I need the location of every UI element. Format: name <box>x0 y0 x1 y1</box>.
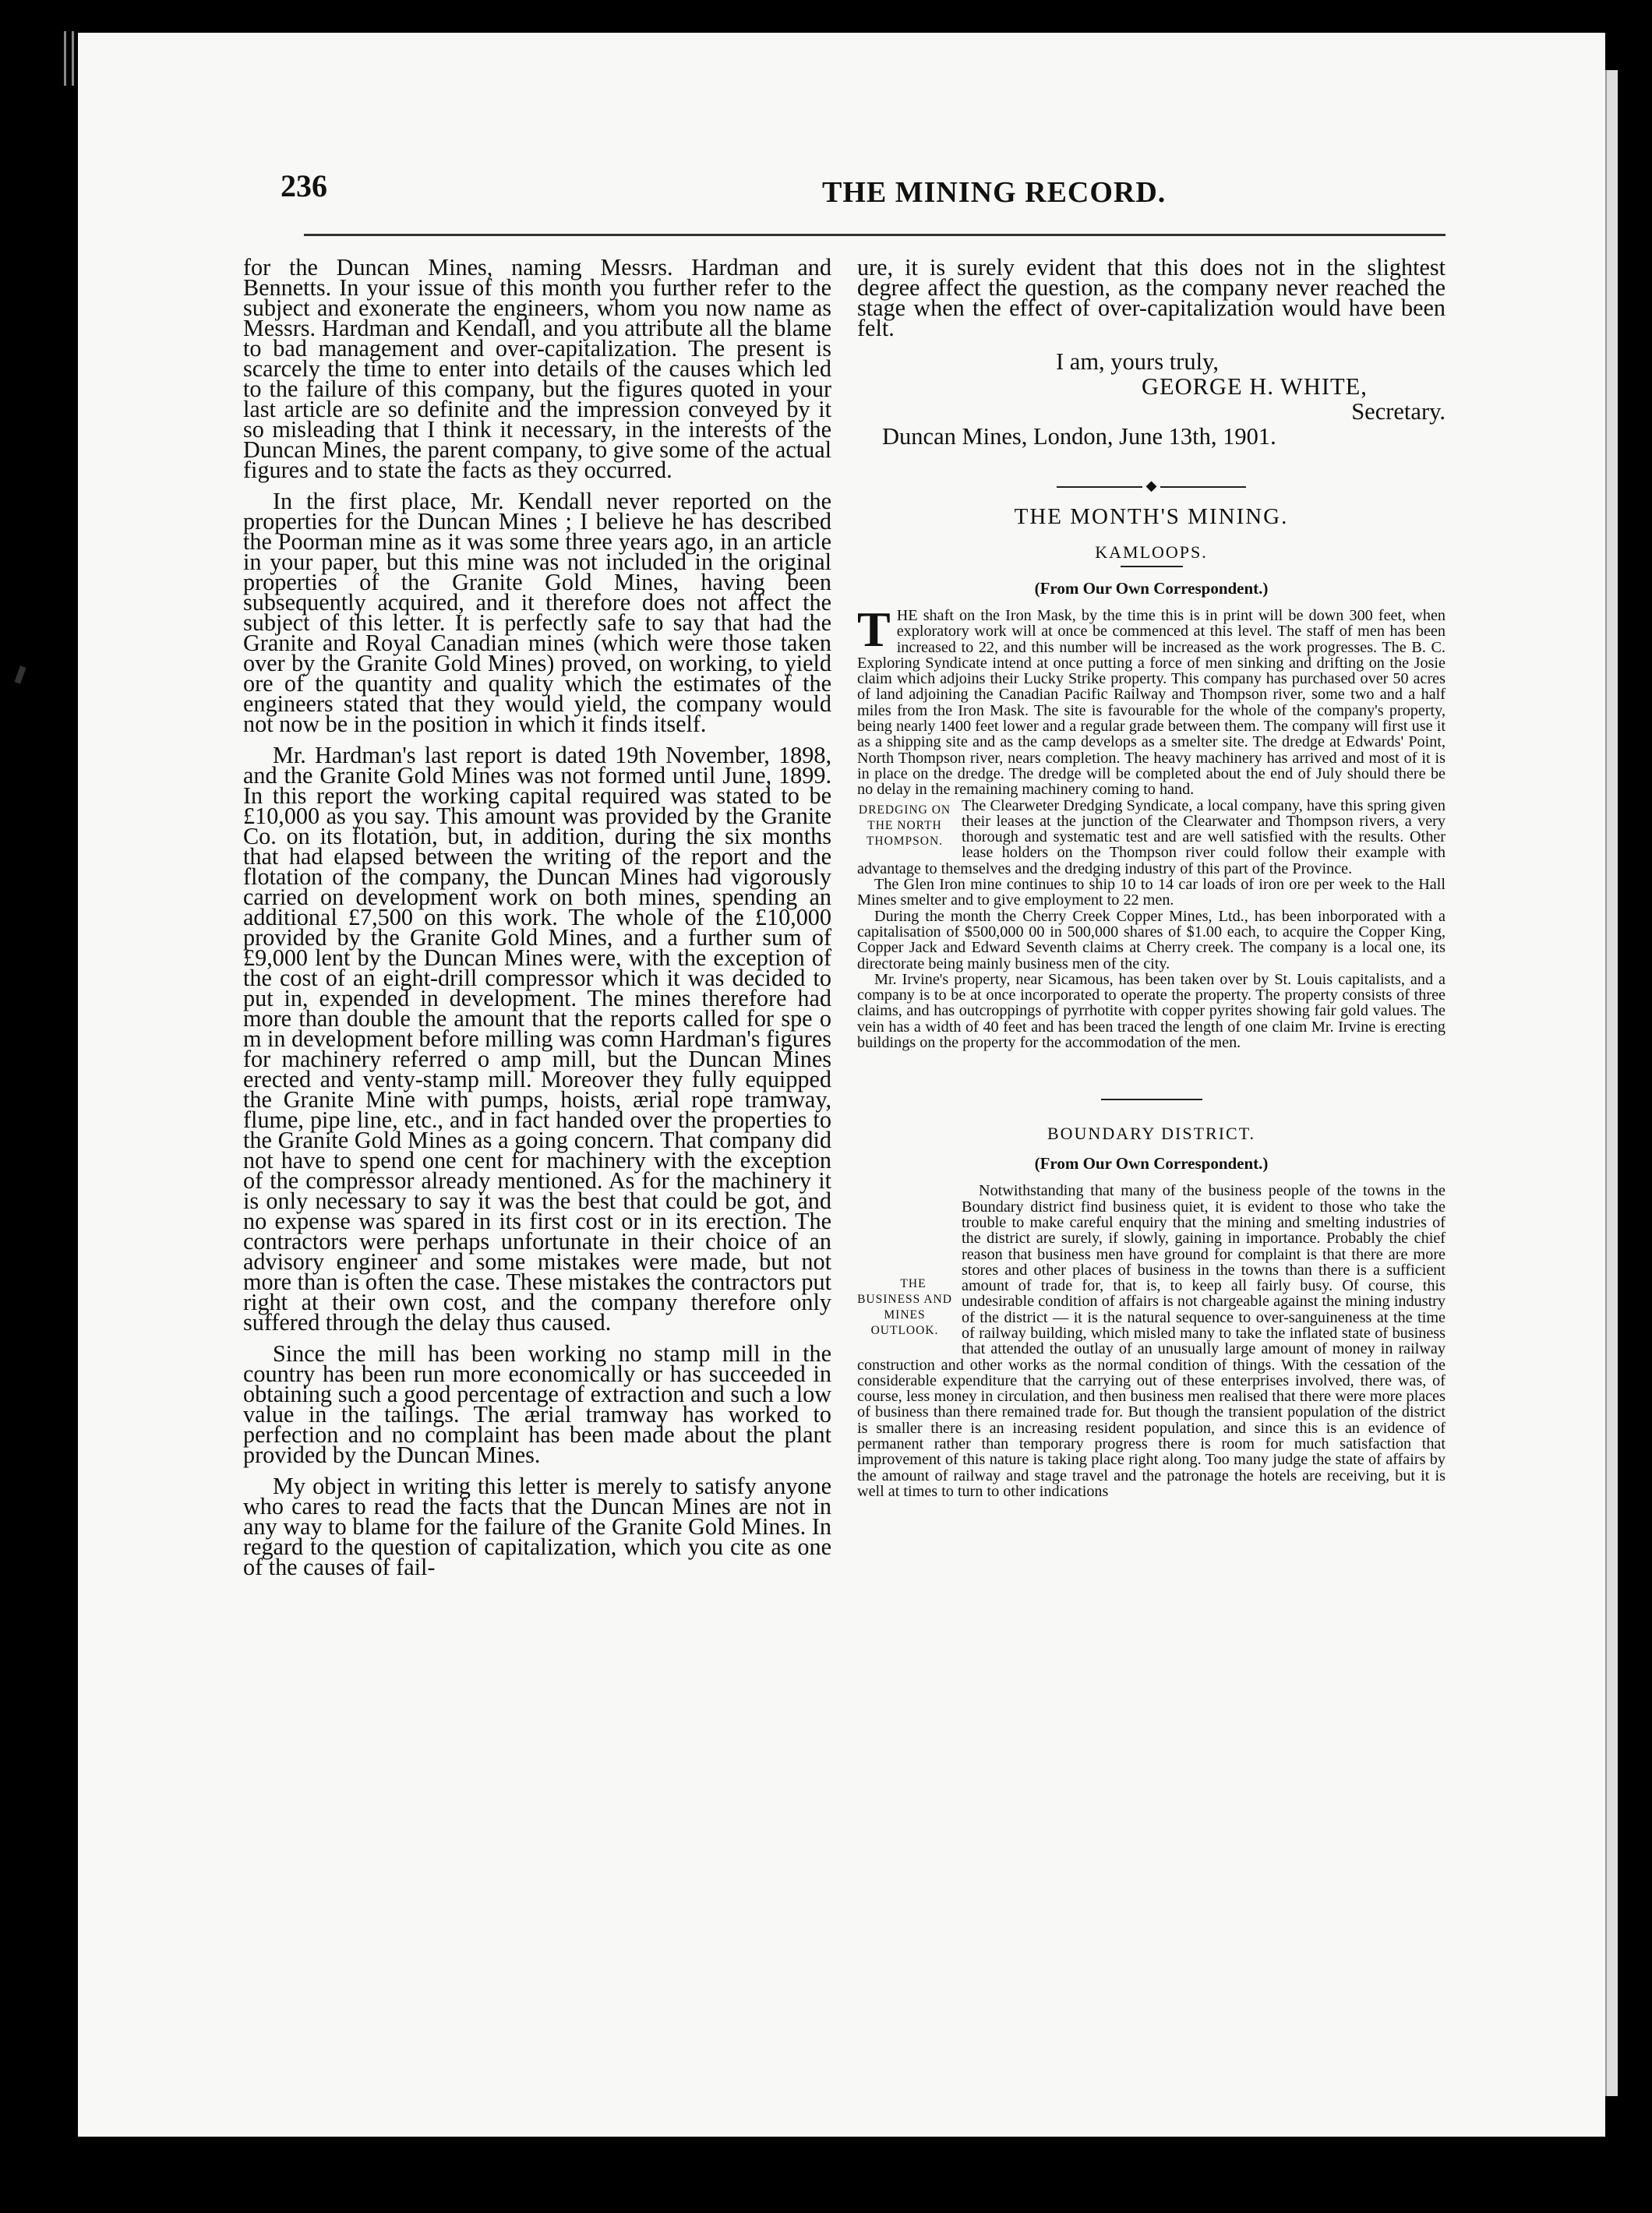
boundary-byline: (From Our Own Correspondent.) <box>1034 1154 1269 1174</box>
kamloops-byline: (From Our Own Correspondent.) <box>1034 579 1269 598</box>
page-edge <box>1605 70 1618 2096</box>
side-heading: THE BUSINESS AND MINES OUTLOOK. <box>857 1277 952 1338</box>
drop-cap: T <box>857 602 891 657</box>
left-column <box>243 254 831 1588</box>
letter-paragraph: In the first place, Mr. Kendall never reported on the properties for the Duncan Mines ; I believe he has described the Poorman mine as it was some three years ago, in an article in your paper, but this mine was not included in the original properties of the Granite Gold Mines, having been subsequently acquired, and it therefore does not affect the subject of this letter. It is perfectly safe to say that had the Granite and Royal Canadian mines (which were those taken over by the Granite Gold Mines) proved, on working, to yield ore of the quantity and quality which the estimates of the engineers stated that they would yield, the company would not now be in the position in which it finds itself. <box>243 488 831 737</box>
article-paragraph: Mr. Irvine's property, near Sicamous, has been taken over by St. Louis capitalists, and a company is to be at once incorporated to operate the property. The property consists of three claims, and has outcroppings of pyrrhotite with copper pyrites showing fair gold values. The vein has a width of 40 feet and has been traced the length of one claim Mr. Irvine is erecting buildings on the property for the accommodation of the men. <box>857 970 1446 1052</box>
boundary-article <box>857 1183 1446 1499</box>
page-number: 236 <box>281 168 327 203</box>
article-paragraph: The Glen Iron mine continues to ship 10 to 14 car loads of iron ore per week to the Hall Mines smelter and to give employment to 22 men. <box>857 876 1446 909</box>
divider <box>1101 1099 1202 1100</box>
letter-signature <box>857 349 1446 449</box>
header-rule <box>304 234 1446 236</box>
divider <box>1121 566 1183 567</box>
letter-paragraph: My object in writing this letter is merely to satisfy anyone who cares to read the facts that the Duncan Mines are not in any way to blame for the failure of the Granite Gold Mines. In regard to the question of capitalization, which you cite as one of the causes of fail- <box>243 1473 831 1580</box>
section-ornament: ◆ <box>857 475 1446 496</box>
article-paragraph: HE shaft on the Iron Mask, by the time this is in print will be down 300 feet, when exploratory work will at once be commenced at this level. The staff of men has been increased to 22, and this number will be increased as the work progresses. The B. C. Exploring Syndicate intend at once putting a force of men sinking and drifting on the Josie claim which adjoins their Lucky Strike property. This company has purchased over 50 acres of land adjoining the Canadian Pacific Railway and Thompson river, some two and a half miles from the Iron Mask. The site is favourable for the whole of the company's property, being nearly 1400 feet lower and a regular grade between them. The company will first use it as a shipping site and as the camp develops as a smelter site. The dredge at Edwards' Point, North Thompson river, nears completion. The heavy machinery has arrived and most of it is in place on the dredge. The dredge will be completed about the end of July should there be no delay in the remaining machinery coming to hand. <box>857 607 1446 799</box>
kamloops-heading: KAMLOOPS. <box>1095 542 1208 562</box>
binding-line <box>72 31 74 86</box>
binding-line <box>64 31 66 86</box>
boundary-heading: BOUNDARY DISTRICT. <box>1047 1124 1255 1144</box>
section-title: THE MONTH'S MINING. <box>1014 504 1289 529</box>
letter-continuation: ure, it is surely evident that this does not in the slightest degree affect the question, as the company never reached the stage when the effect of over-capitalization would have been felt. <box>857 254 1446 341</box>
letter-paragraph: for the Duncan Mines, naming Messrs. Hardman and Bennetts. In your issue of this month you further refer to the subject and exonerate the engineers, whom you now name as Messrs. Hardman and Kendall, and you attribute all the blame to bad management and over-capitalization. The present is scarcely the time to enter into details of the causes which led to the failure of this company, but the figures quoted in your last article are so definite and the impression conveyed by it so misleading that I think it necessary, in the interests of the Duncan Mines, the parent company, to give some of the actual figures and to state the facts as they occurred. <box>243 254 831 483</box>
closing-line: I am, yours truly, <box>1056 348 1219 375</box>
article-paragraph: During the month the Cherry Creek Copper Mines, Ltd., has been inborporated with a capitalisation of $500,000 00 in 500,000 shares of $1.00 each, to acquire the Copper King, Copper Jack and Edward Seventh claims at Cherry creek. The company is a local one, its directorate being mainly business men of the city. <box>857 907 1446 972</box>
kamloops-article <box>857 602 1446 1052</box>
article-paragraph: Notwithstanding that many of the business people of the towns in the Boundary district find business quiet, it is evident to those who take the trouble to make careful enquiry that the mining and smelting industries of the district are surely, if slowly, gaining in importance. Probably the chief reason that business men have ground for complaint is that there are more stores and other places of business in the towns than there is a sufficient amount of trade for, that is, to keep all fairly busy. Of course, this undesirable condition of affairs is not chargeable against the mining industry of the district — it is the natural sequence to over-sanguineness at the time of railway building, which misled many to take the inflated state of business that attended the outlay of an unusually large amount of money in railway construction and other works as the normal condition of things. With the cessation of the considerable expenditure that the carrying out of these enterprises involved, there was, of course, less money in circulation, and then business men realised that there were more places of business than there remained trade for. But though the transient population of the district is smaller there is an increasing resident population, and since this is an evidence of permanent rather than temporary progress there is room for much satisfaction that improvement of this nature is taking place right along. Too many judge the state of affairs by the amount of railway and stage travel and the patronage the hotels are receiving, but it is well at times to turn to other indications <box>857 1182 1446 1500</box>
running-title: THE MINING RECORD. <box>822 176 1167 209</box>
signature-title: Secretary. <box>1351 398 1446 425</box>
signature-name: GEORGE H. WHITE, <box>1142 373 1368 400</box>
dateline: Duncan Mines, London, June 13th, 1901. <box>882 423 1276 450</box>
letter-paragraph: Since the mill has been working no stamp mill in the country has been run more economically or has succeeded in obtaining such a good percentage of extraction and such a low value in the tailings. The ærial tramway has worked to perfection and no complaint has been made about the plant provided by the Duncan Mines. <box>243 1340 831 1468</box>
side-heading: DREDGING ON THE NORTH THOMPSON. <box>858 803 951 848</box>
binding-edge <box>0 0 78 2213</box>
article-paragraph: The Clearweter Dredging Syndicate, a local company, have this spring given their leases at the junction of the Clearwater and Thompson rivers, a very thorough and systematic test and are well satisfied with the results. Other lease holders on the Thompson river could follow their example with advantage to themselves and the dredging industry of this part of the Province. <box>857 796 1446 877</box>
right-column <box>857 254 1446 1500</box>
page-header <box>206 168 1453 214</box>
letter-paragraph: Mr. Hardman's last report is dated 19th November, 1898, and the Granite Gold Mines was not formed until June, 1899. In this report the working capital required was stated to be £10,000 as you say. This amount was provided by the Granite Co. on its flotation, but, in addition, during the six months that had elapsed between the writing of the report and the flotation of the company, the Duncan Mines had vigorously carried on development work on both mines, spending an additional £7,500 on this work. The whole of the £10,000 provided by the Granite Gold Mines, and a further sum of £9,000 lent by the Duncan Mines were, with the exception of the cost of an eight-drill compressor which it was decided to put in, expended in development. The mines therefore had more than double the amount that the reports called for spe o m in development before milling was comn Hardman's figures for machinery referred o amp mill, but the Duncan Mines erected and venty-stamp mill. Moreover they fully equipped the Granite Mine with pumps, hoists, ærial rope tramway, flume, pipe line, etc., and in fact handed over the properties to the Granite Gold Mines as a going concern. That company did not have to spend one cent for machinery with the exception of the compressor already mentioned. As for the machinery it is only necessary to say it was the best that could be got, and no expense was spared in its first cost or in its erection. The contractors were perhaps unfortunate in their choice of an advisory engineer and some mistakes were made, but not more than is often the case. These mistakes the contractors put right at their own cost, and the company therefore only suffered through the delay thus caused. <box>243 742 831 1336</box>
